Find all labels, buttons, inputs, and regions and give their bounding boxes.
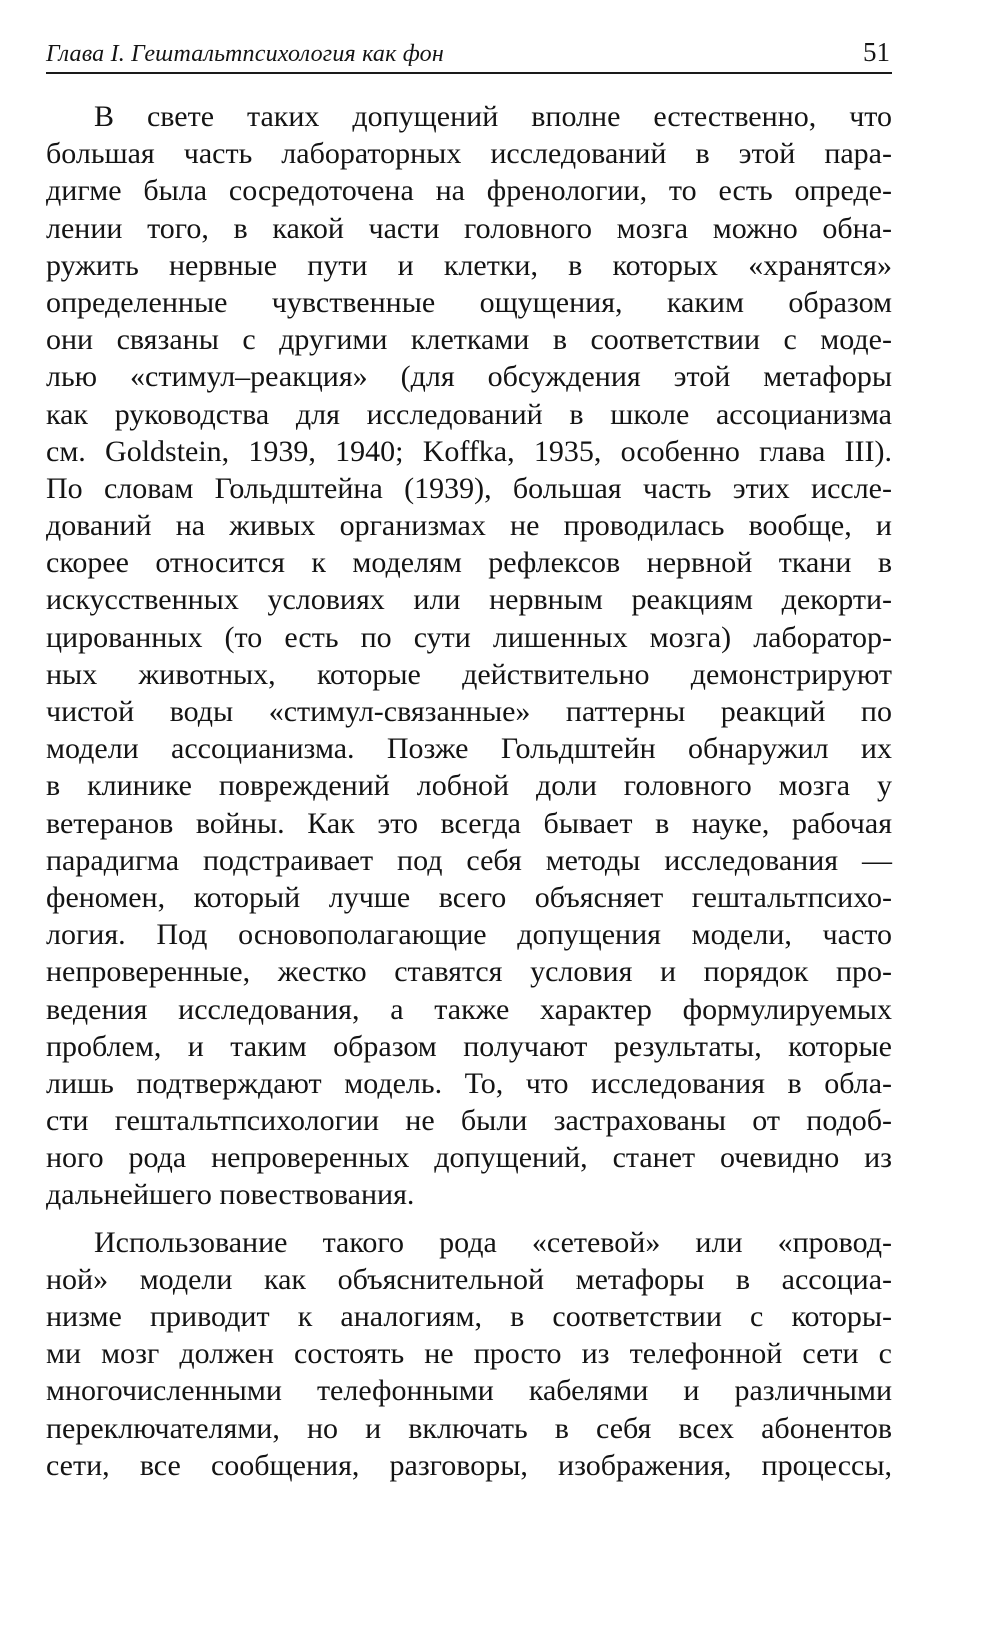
text-line: многочисленными телефонными кабелями и различными [46, 1374, 892, 1408]
text-line: определенные чувственные ощущения, каким образом [46, 285, 892, 319]
text-line: лью «стимул–реакция» (для обсуждения этой метафоры [46, 360, 892, 394]
text-line: дальнейшего повествования. [46, 1178, 415, 1212]
text-line: скорее относится к моделям рефлексов нервной ткани в [46, 546, 892, 580]
paragraph-gap [46, 1214, 892, 1224]
book-page [46, 24, 892, 1484]
text-line: Использование такого рода «сетевой» или «провод- [94, 1225, 892, 1259]
page-number: 51 [863, 37, 890, 67]
text-line: ных животных, которые действительно демонстрируют [46, 657, 892, 691]
text-line: ружить нервные пути и клетки, в которых «хранятся» [46, 248, 892, 282]
text-line: в клинике повреждений лобной доли головного мозга у [46, 769, 892, 803]
text-line: чистой воды «стимул-связанные» паттерны реакций по [46, 695, 892, 728]
running-title: Глава I. Гештальтпсихология как фон [46, 41, 444, 67]
text-line: модели ассоцианизма. Позже Гольдштейн обнаружил их [46, 732, 892, 766]
body-text [46, 98, 892, 1484]
text-line: дований на живых организмах не проводилась вообще, и [46, 509, 892, 543]
paragraph-2 [46, 1224, 892, 1484]
text-line: переключателями, но и включать в себя всех абонентов [46, 1411, 892, 1445]
text-line: большая часть лабораторных исследований в этой пара- [46, 137, 892, 171]
text-line: см. Goldstein, 1939, 1940; Koffka, 1935, особенно глава III). [46, 434, 892, 468]
text-line: низме приводит к аналогиям, в соответствии с которы- [46, 1300, 892, 1333]
text-line: парадигма подстраивает под себя методы исследования — [46, 843, 892, 877]
text-line: ведения исследования, а также характер формулируемых [46, 992, 892, 1026]
text-line: как руководства для исследований в школе ассоцианизма [46, 397, 892, 431]
paragraph-1 [46, 98, 892, 1214]
running-header [46, 24, 892, 74]
text-line: лении того, в какой части головного мозга можно обна- [46, 211, 892, 245]
text-line: искусственных условиях или нервным реакциям декорти- [46, 583, 892, 617]
text-line: цированных (то есть по сути лишенных мозга) лаборатор- [46, 620, 892, 654]
text-line: они связаны с другими клетками в соответствии с моде- [46, 323, 892, 357]
text-line: ми мозг должен состоять не просто из телефонной сети с [46, 1337, 892, 1371]
text-line: непроверенные, жестко ставятся условия и порядок про- [46, 955, 892, 989]
text-line: дигме была сосредоточена на френологии, то есть опреде- [46, 174, 892, 208]
text-line: В свете таких допущений вполне естественно, что [94, 100, 892, 133]
text-line: феномен, который лучше всего объясняет гештальтпсихо- [46, 880, 892, 914]
text-line: лишь подтверждают модель. То, что исследования в обла- [46, 1066, 892, 1100]
text-line: По словам Гольдштейна (1939), большая часть этих иссле- [46, 471, 892, 505]
text-line: логия. Под основополагающие допущения модели, часто [46, 918, 892, 952]
text-line: сети, все сообщения, разговоры, изображения, процессы, [46, 1448, 892, 1482]
text-line: сти гештальтпсихологии не были застрахованы от подоб- [46, 1104, 892, 1138]
text-line: ветеранов войны. Как это всегда бывает в науке, рабочая [46, 806, 892, 840]
text-line: ной» модели как объяснительной метафоры в ассоциа- [46, 1262, 892, 1296]
text-line: проблем, и таким образом получают результаты, которые [46, 1029, 892, 1063]
text-line: ного рода непроверенных допущений, станет очевидно из [46, 1141, 892, 1175]
